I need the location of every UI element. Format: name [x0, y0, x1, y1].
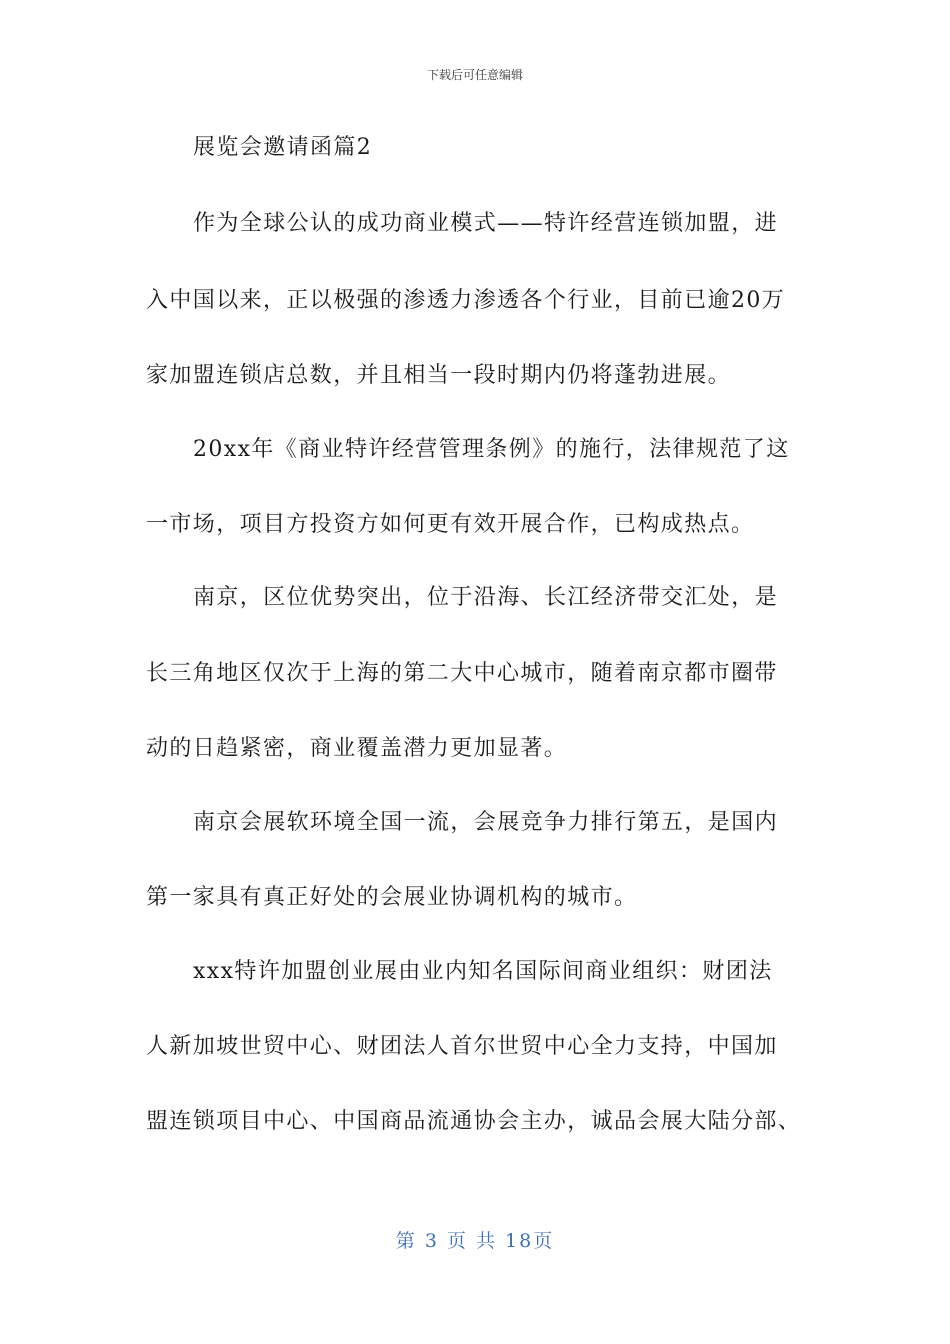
paragraph-line: 作为全球公认的成功商业模式——特许经营连锁加盟，进 — [193, 211, 779, 236]
paragraph-line: 长三角地区仅次于上海的第二大中心城市，随着南京都市圈带 — [146, 661, 778, 686]
paragraph-line: 家加盟连锁店总数，并且相当一段时期内仍将蓬勃进展。 — [146, 363, 732, 388]
paragraph-line: 南京会展软环境全国一流，会展竞争力排行第五，是国内 — [193, 810, 779, 835]
paragraph-line: 一市场，项目方投资方如何更有效开展合作，已构成热点。 — [146, 512, 755, 537]
paragraph-line: 盟连锁项目中心、中国商品流通协会主办，诚品会展大陆分部、 — [146, 1109, 802, 1134]
paragraph-line: 人新加坡世贸中心、财团法人首尔世贸中心全力支持，中国加 — [146, 1034, 778, 1059]
page-number-footer: 第 3 页 共 18页 — [395, 1230, 555, 1252]
paragraph-line: 南京，区位优势突出，位于沿海、长江经济带交汇处，是 — [193, 585, 779, 610]
paragraph-line: xxx特许加盟创业展由业内知名国际间商业组织：财团法 — [193, 959, 773, 984]
section-heading: 展览会邀请函篇2 — [193, 135, 373, 160]
paragraph-line: 入中国以来，正以极强的渗透力渗透各个行业，目前已逾20万 — [146, 288, 786, 313]
paragraph-line: 20xx年《商业特许经营管理条例》的施行，法律规范了这 — [193, 437, 790, 462]
paragraph-line: 第一家具有真正好处的会展业协调机构的城市。 — [146, 885, 638, 910]
page-header: 下载后可任意编辑 — [426, 68, 523, 82]
paragraph-line: 动的日趋紧密，商业覆盖潜力更加显著。 — [146, 736, 568, 761]
